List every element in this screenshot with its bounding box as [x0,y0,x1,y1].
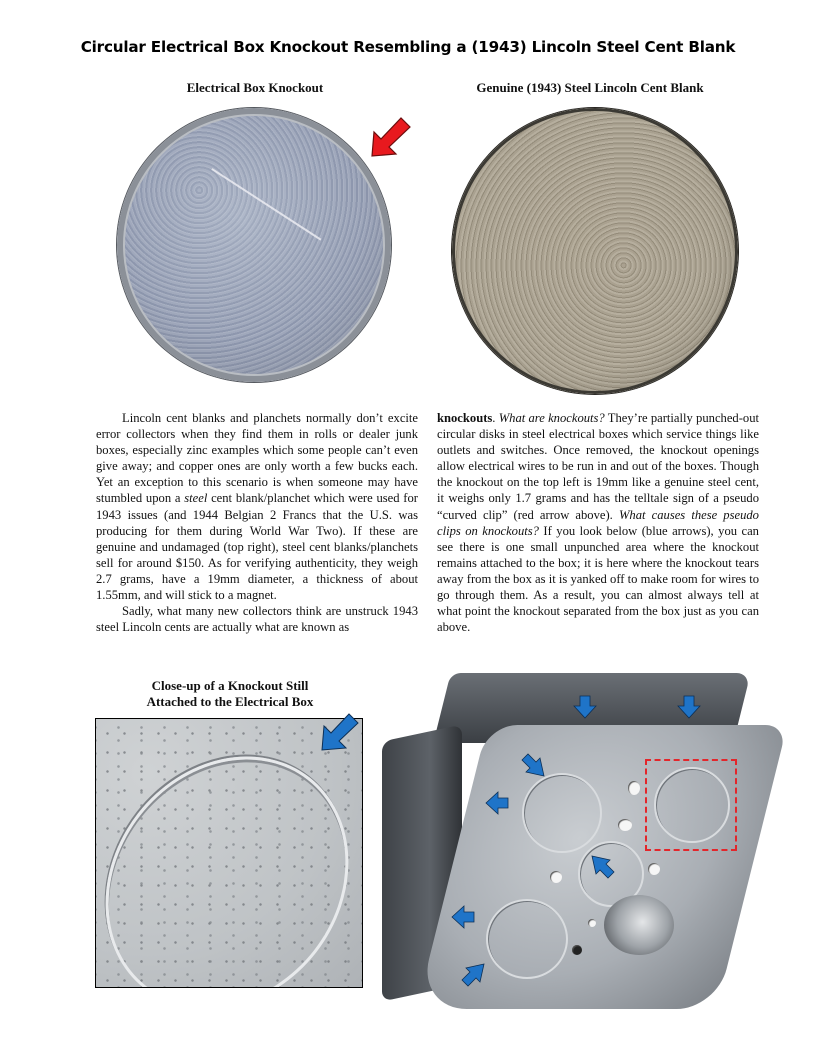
italic-steel: steel [184,491,208,506]
blue-arrow-icon [484,790,510,816]
mounting-hole [628,781,640,795]
knockout-hole [522,773,602,853]
closeup-caption [110,678,350,710]
body-column-right [437,410,759,635]
highlight-box [645,759,737,851]
document-title: Circular Electrical Box Knockout Resembling a (1943) Lincoln Steel Cent Blank [80,38,736,56]
closeup-photo [95,718,363,988]
knockout-hole [486,899,568,979]
paragraph-1 [96,410,418,603]
scratch-mark [212,168,322,240]
italic-question-1: What are knockouts? [498,411,605,425]
blue-arrow-icon [676,694,702,720]
mounting-hole [648,863,660,875]
text-run: If you look below (blue arrows), you can see there is one small unpunched area where the knockout remains attached to the box; it is here where the knockout tears away from the box as it is yanked off to make room for wires to go through them. As a result, you can almost always tell at what point the knockout separated from the box just as you can above. [437,523,759,635]
closeup-caption-line2: Attached to the Electrical Box [146,694,314,709]
blue-arrow-icon [590,854,616,880]
blue-arrow-icon [318,710,362,754]
mounting-hole [618,819,632,831]
blue-arrow-icon [460,962,486,988]
electrical-box-photo [382,673,754,1009]
red-arrow-icon [368,114,414,160]
ground-stud [604,895,674,955]
text-run: Lincoln cent blanks and planchets normally don’t excite error collectors when they find them in rolls or dealer junk boxes, especially zinc examples which some people can’t even give away; and copper ones are only worth a few bucks each. Yet an exception to this scenario is when someone may have stumbled upon a [96,411,418,506]
paragraph-3 [437,410,759,635]
bold-knockouts: knockouts [437,411,493,425]
blue-arrow-icon [450,904,476,930]
mounting-hole [588,919,596,927]
text-run: cent blank/planchet which were used for 1943 issues (and 1944 Belgian 2 Francs that the U.S. was producing for them during World War Two). If these are genuine and undamaged (top right), steel cent blanks/planchets sell for around $150. As for verifying authenticity, they weigh 2.7 grams, have a 19mm diameter, a thickness of about 1.55mm, and will stick to a magnet. [96,491,418,603]
mounting-hole [572,945,582,955]
text-run: . [492,411,499,425]
knockout-photo [117,108,391,382]
text-run: They’re partially punched-out circular disks in steel electrical boxes which service things like outlets and switches. Once removed, the knockout openings allow electrical wires to be run in and out of the boxes. Though the knockout on the top left is 19mm like a genuine steel cent, it weighs only 1.7 grams and has the telltale sign of a pseudo “curved clip” (red arrow above). [437,411,759,522]
blue-arrow-icon [572,694,598,720]
body-column-left [96,410,418,635]
italic-question-2: What causes these pseudo clips on knockouts? [437,507,759,538]
blue-arrow-icon [520,752,546,778]
steel-cent-caption: Genuine (1943) Steel Lincoln Cent Blank [476,80,704,95]
steel-cent-photo [452,108,738,394]
mounting-hole [550,871,562,883]
closeup-caption-line1: Close-up of a Knockout Still [151,678,309,693]
paragraph-2: Sadly, what many new collectors think are unstruck 1943 steel Lincoln cents are actually what are known as [96,604,418,635]
knockout-caption: Electrical Box Knockout [186,80,324,95]
